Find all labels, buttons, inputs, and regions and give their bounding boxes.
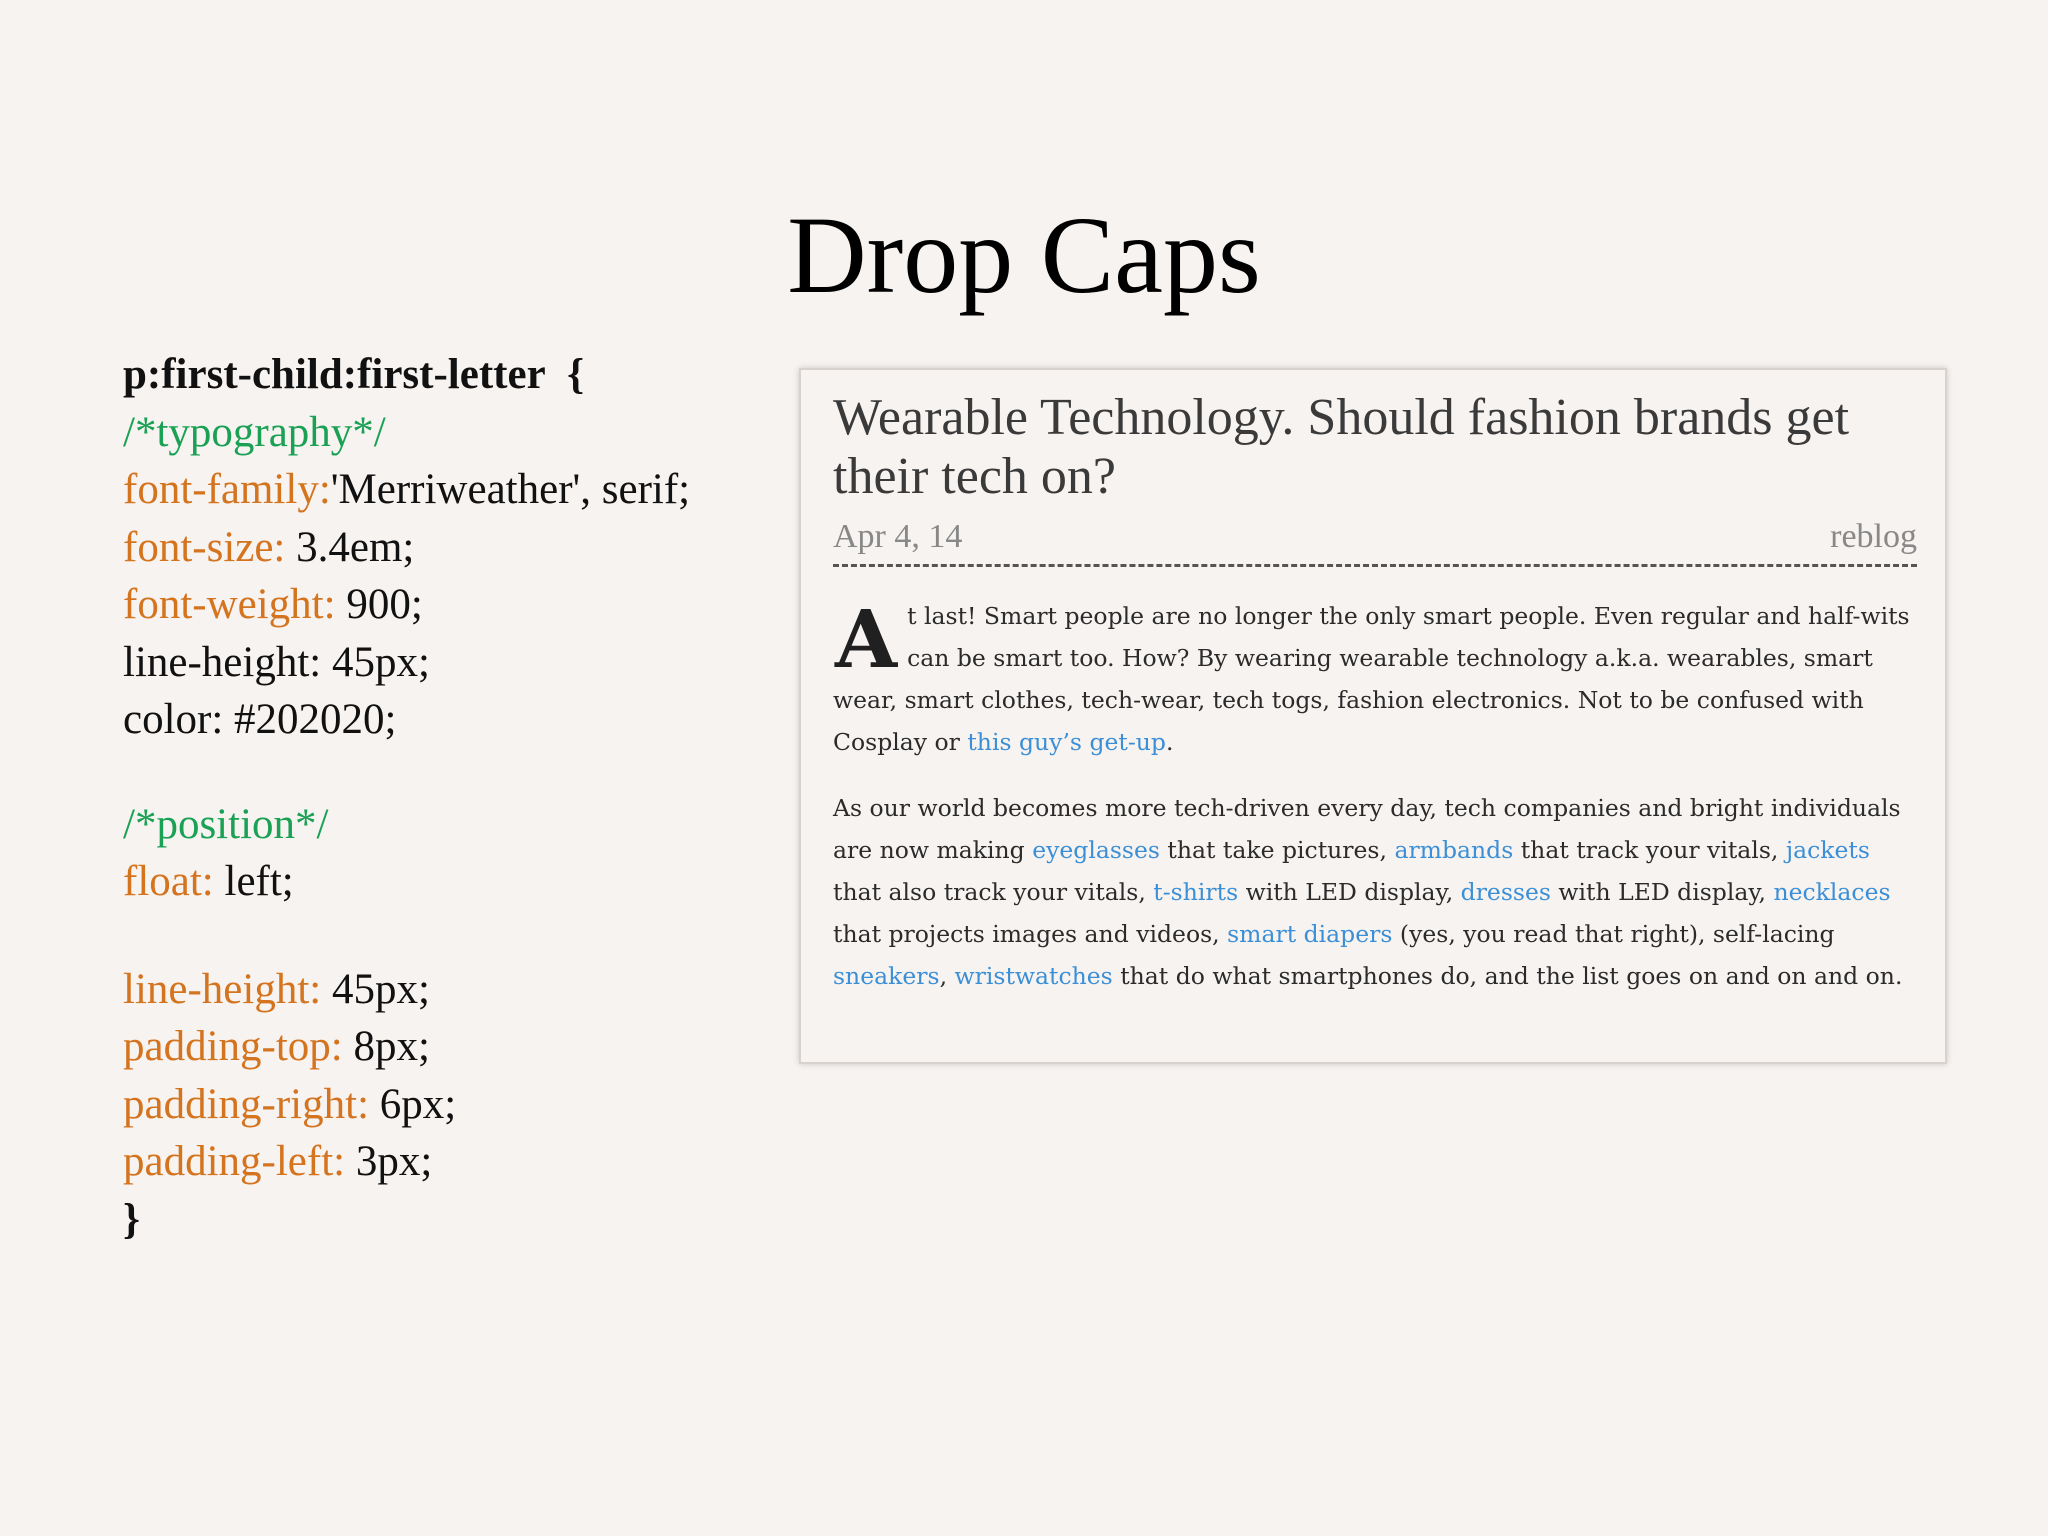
paragraph-1-text: t last! Smart people are no longer the only smart people. Even regular and half-wits can be smart too. How? By wearing wearable technology a.k.a. wearables, smart wear, smart clothes, tech-wear, tech togs, fashion electronics. Not to be confused with Cosplay or (833, 602, 1910, 756)
link-jackets[interactable]: jackets (1785, 836, 1870, 864)
post-body (833, 592, 1917, 997)
link-armbands[interactable]: armbands (1394, 836, 1514, 864)
blog-post-card (799, 368, 1947, 1064)
line-height-prop: line-height: (123, 965, 322, 1013)
code-line-line-height-2 (123, 961, 763, 1019)
float-prop: float: (123, 858, 214, 905)
post-meta (833, 518, 1917, 567)
padding-left-prop: padding-left: (123, 1138, 346, 1185)
reblog-link[interactable]: reblog (1830, 518, 1917, 555)
post-paragraph-2 (833, 787, 1917, 997)
padding-left-value: 3px; (355, 1138, 433, 1185)
float-value: left; (224, 858, 294, 905)
line-height-value: 45px; (331, 965, 430, 1013)
paragraph-1-end: . (1165, 728, 1174, 756)
code-line-font-size (123, 519, 763, 577)
open-brace: { (567, 351, 585, 398)
line-height-line: line-height: 45px; (123, 638, 430, 686)
padding-right-value: 6px; (379, 1080, 457, 1128)
p2-text-1: As our world becomes more tech-driven every day, tech companies and bright individuals are now making (833, 794, 1901, 864)
drop-cap-letter: A (835, 592, 898, 686)
link-smart-diapers[interactable]: smart diapers (1227, 920, 1393, 948)
close-brace: } (123, 1195, 140, 1243)
p2-text-3: that track your vitals, (1513, 836, 1786, 864)
padding-top-prop: padding-top: (123, 1023, 343, 1070)
typography-comment: /*typography*/ (123, 408, 386, 456)
code-line-padding-top (123, 1018, 763, 1076)
link-this-guys-get-up[interactable]: this guy’s get-up (967, 728, 1166, 756)
p2-text-6: with LED display, (1550, 878, 1774, 906)
color-line: color: #202020; (123, 696, 397, 743)
link-necklaces[interactable]: necklaces (1773, 878, 1891, 906)
link-eyeglasses[interactable]: eyeglasses (1032, 836, 1160, 864)
css-selector: p:first-child:first-letter (123, 351, 546, 398)
link-t-shirts[interactable]: t-shirts (1153, 878, 1239, 906)
p2-text-2: that take pictures, (1159, 836, 1395, 864)
link-wristwatches[interactable]: wristwatches (954, 962, 1113, 990)
font-size-prop: font-size: (123, 523, 286, 571)
code-line-font-family (123, 461, 763, 519)
code-line-selector (123, 346, 763, 404)
post-date[interactable]: Apr 4, 14 (833, 518, 963, 555)
padding-right-prop: padding-right: (123, 1080, 370, 1128)
css-code-block (123, 346, 763, 1248)
position-comment: /*position*/ (123, 800, 329, 848)
link-dresses[interactable]: dresses (1460, 878, 1551, 906)
code-line-color (123, 691, 763, 749)
font-weight-prop: font-weight: (123, 581, 336, 628)
post-paragraph-1 (833, 592, 1917, 763)
padding-top-value: 8px; (353, 1023, 430, 1070)
code-line-position-comment (123, 796, 763, 854)
p2-text-8: (yes, you read that right), self-lacing (1392, 920, 1835, 948)
font-weight-value: 900; (346, 581, 423, 628)
link-sneakers[interactable]: sneakers (833, 962, 940, 990)
p2-text-7: that projects images and videos, (833, 920, 1228, 948)
code-line-float (123, 853, 763, 911)
code-line-font-weight (123, 576, 763, 634)
slide-title: Drop Caps (787, 194, 1261, 316)
font-size-value: 3.4em; (296, 523, 415, 571)
code-line-typography-comment (123, 404, 763, 462)
code-line-close-brace (123, 1191, 763, 1249)
code-line-padding-left (123, 1133, 763, 1191)
p2-text-4: that also track your vitals, (833, 878, 1154, 906)
p2-text-5: with LED display, (1238, 878, 1461, 906)
p2-text-10: that do what smartphones do, and the list goes on and on and on. (1112, 962, 1903, 990)
post-title[interactable]: Wearable Technology. Should fashion brands get their tech on? (833, 389, 1850, 505)
font-family-value: 'Merriweather', serif; (330, 466, 691, 513)
blog-post-content (833, 388, 1917, 1021)
font-family-prop: font-family: (123, 466, 331, 513)
code-line-line-height-1 (123, 634, 763, 692)
p2-text-9: , (939, 962, 955, 990)
code-line-padding-right (123, 1076, 763, 1134)
